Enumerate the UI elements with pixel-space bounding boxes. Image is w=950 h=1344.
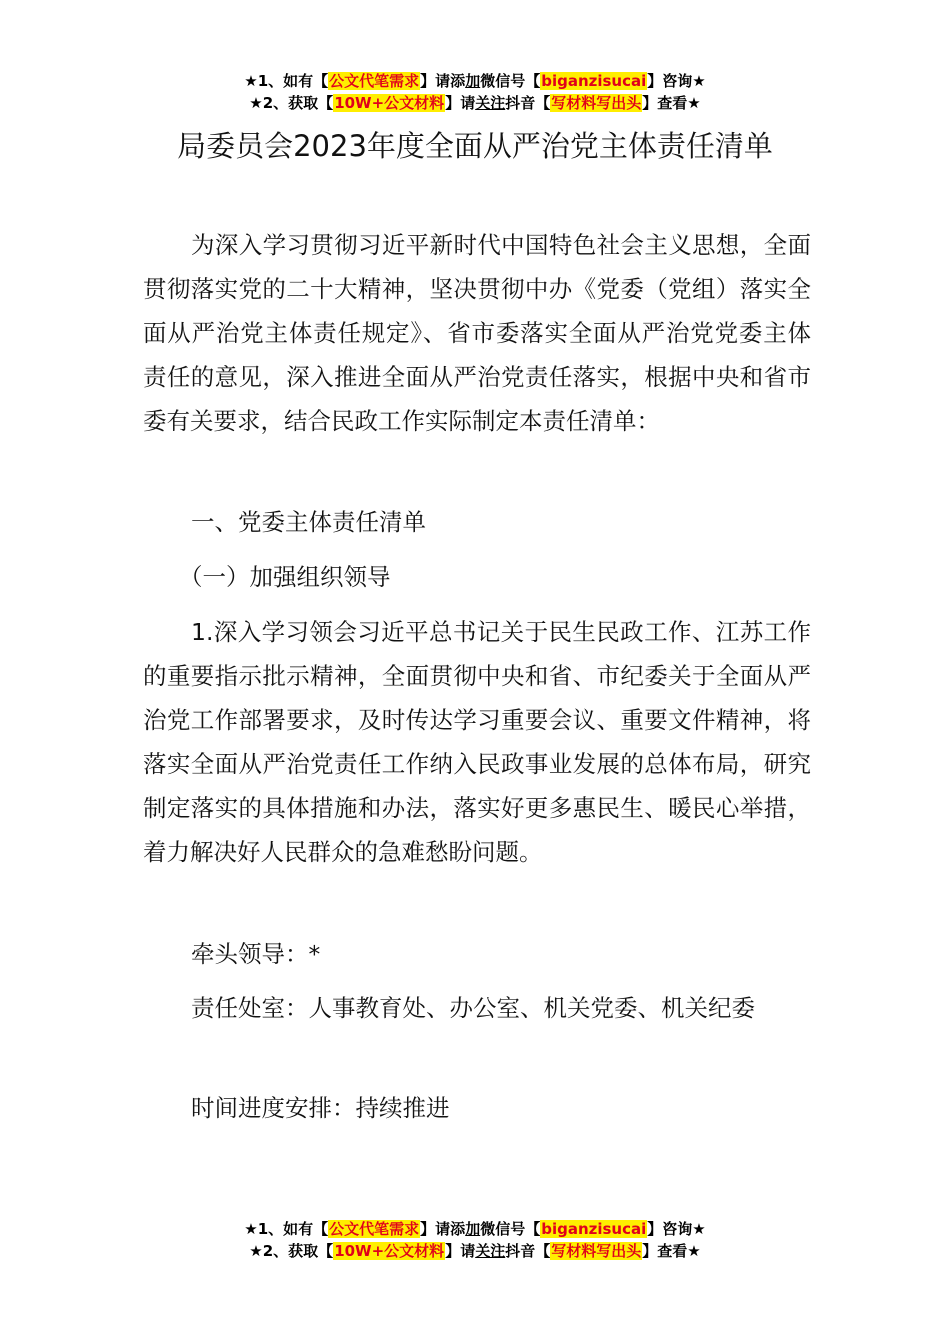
- lead-leader: 牵头领导：*: [191, 940, 321, 968]
- underlined-text: 加: [465, 72, 481, 90]
- header-banner: [0, 70, 950, 114]
- footer-banner-line-1: [0, 1218, 950, 1240]
- banner-text: 】查看★: [642, 1242, 701, 1260]
- underlined-text: 关注: [475, 94, 506, 112]
- banner-text: 抖音【: [505, 1242, 551, 1260]
- highlight-douyin-id: 写材料写出头: [551, 1242, 642, 1260]
- item-paragraph: 1.深入学习领会习近平总书记关于民生民政工作、江苏工作的重要指示批示精神，全面贯彻中央和省、市纪委关于全面从严治党工作部署要求，及时传达学习重要会议、重要文件精神，将落实全面从严治党责任工作纳入民政事业发展的总体布局，研究制定落实的具体措施和办法，落实好更多惠民生、暖民心举措，着力解决好人民群众的急难愁盼问题。: [143, 618, 811, 866]
- highlight-service: 公文代笔需求: [329, 72, 420, 90]
- underlined-text: 关注: [475, 1242, 506, 1260]
- footer-banner-line-2: [0, 1240, 950, 1262]
- header-banner-line-1: [0, 70, 950, 92]
- banner-text: 】查看★: [642, 94, 701, 112]
- intro-paragraph: 为深入学习贯彻习近平新时代中国特色社会主义思想，全面贯彻落实党的二十大精神，坚决贯彻中办《党委（党组）落实全面从严治党主体责任规定》、省市委落实全面从严治党党委主体责任的意见，深入推进全面从严治党责任落实，根据中央和省市委有关要求，结合民政工作实际制定本责任清单：: [143, 231, 811, 435]
- document-title: 局委员会2023年度全面从严治党主体责任清单: [177, 129, 773, 163]
- header-banner-line-2: [0, 92, 950, 114]
- highlight-douyin-id: 写材料写出头: [551, 94, 642, 112]
- highlight-service: 公文代笔需求: [329, 1220, 420, 1238]
- banner-text: 微信号【: [480, 72, 541, 90]
- highlight-wechat-id: biganzisucai: [541, 72, 647, 90]
- underlined-text: 加: [465, 1220, 481, 1238]
- banner-text: ★2、获取【: [249, 94, 334, 112]
- banner-text: 】请: [445, 94, 476, 112]
- banner-text: ★1、如有【: [244, 72, 329, 90]
- banner-text: 】请: [445, 1242, 476, 1260]
- banner-text: 微信号【: [480, 1220, 541, 1238]
- section-heading: 一、党委主体责任清单: [191, 508, 426, 536]
- banner-text: 】请添: [420, 72, 466, 90]
- highlight-wechat-id: biganzisucai: [541, 1220, 647, 1238]
- time-schedule: 时间进度安排：持续推进: [191, 1094, 450, 1122]
- banner-text: ★2、获取【: [249, 1242, 334, 1260]
- highlight-materials: 10W+公文材料: [334, 1242, 445, 1260]
- banner-text: 】请添: [420, 1220, 466, 1238]
- footer-banner: [0, 1218, 950, 1262]
- banner-text: 】咨询★: [647, 1220, 706, 1238]
- banner-text: ★1、如有【: [244, 1220, 329, 1238]
- banner-text: 抖音【: [505, 94, 551, 112]
- banner-text: 】咨询★: [647, 72, 706, 90]
- responsible-department: 责任处室：人事教育处、办公室、机关党委、机关纪委: [191, 994, 755, 1022]
- highlight-materials: 10W+公文材料: [334, 94, 445, 112]
- subsection-heading: （一）加强组织领导: [179, 563, 391, 591]
